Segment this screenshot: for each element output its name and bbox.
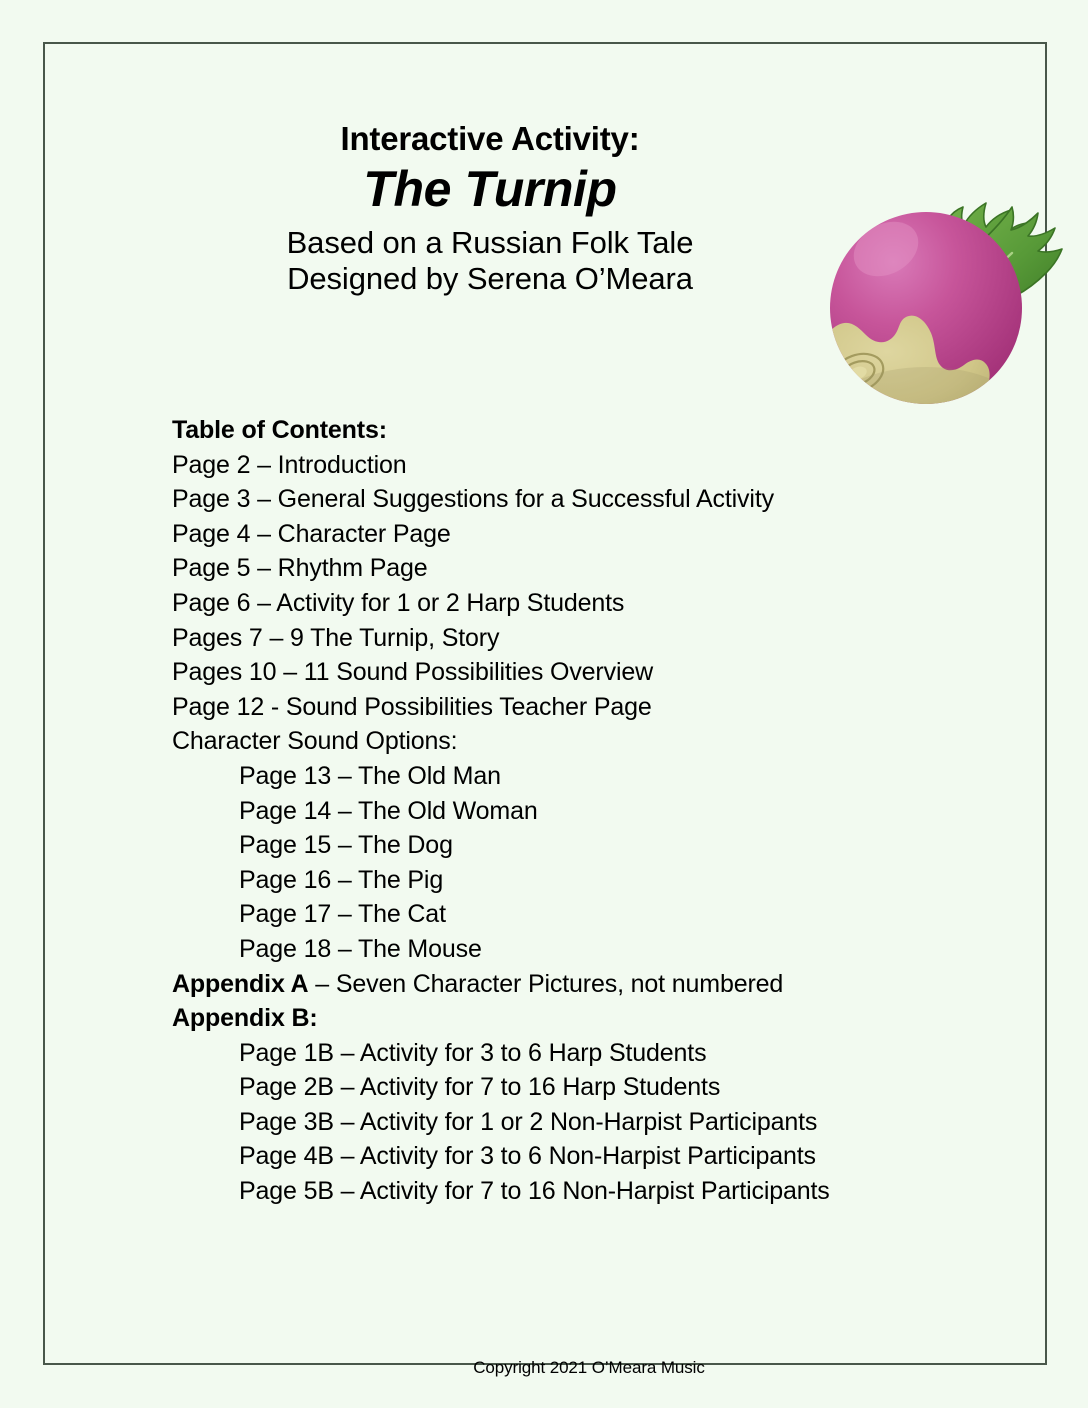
toc-entry: Page 3 – General Suggestions for a Successful Activity: [172, 485, 774, 514]
toc-entry: Page 18 – The Mouse: [239, 934, 482, 963]
appendix-a-description: – Seven Character Pictures, not numbered: [308, 969, 784, 998]
toc-entry: Page 14 – The Old Woman: [239, 796, 538, 825]
toc-entry: Pages 7 – 9 The Turnip, Story: [172, 623, 500, 652]
toc-entry: Page 6 – Activity for 1 or 2 Harp Students: [172, 588, 625, 617]
toc-entry: Page 4B – Activity for 3 to 6 Non-Harpist Participants: [239, 1142, 816, 1171]
toc-entry: Page 4 – Character Page: [172, 519, 451, 548]
subtitle-source: Based on a Russian Folk Tale: [286, 224, 694, 260]
page-title: The Turnip: [363, 160, 617, 217]
page-border-frame: [43, 42, 1047, 1377]
toc-entry: Page 15 – The Dog: [239, 831, 453, 860]
toc-entry: Page 5 – Rhythm Page: [172, 554, 428, 583]
toc-entry: Page 16 – The Pig: [239, 865, 444, 894]
toc-section-label-appendix-b: Appendix B:: [172, 1004, 318, 1033]
toc-entry: Page 2 – Introduction: [172, 450, 407, 479]
toc-heading: Table of Contents:: [172, 416, 387, 444]
document-header: [45, 44, 1045, 344]
toc-entry: Page 3B – Activity for 1 or 2 Non-Harpist Participants: [239, 1107, 818, 1136]
title-block: [125, 120, 855, 298]
table-of-contents: [172, 413, 1002, 1209]
copyright-footer: Copyright 2021 O’Meara Music: [473, 1358, 705, 1377]
turnip-illustration: [798, 145, 1068, 407]
appendix-a-label: Appendix A: [172, 969, 309, 998]
subtitle-author: Designed by Serena O’Meara: [287, 261, 693, 297]
toc-entry: Page 13 – The Old Man: [239, 761, 501, 790]
toc-entry: Page 5B – Activity for 7 to 16 Non-Harpist Participants: [239, 1177, 830, 1206]
toc-entry: Page 1B – Activity for 3 to 6 Harp Students: [239, 1038, 707, 1067]
toc-section-label-character-sound-options: Character Sound Options:: [172, 727, 458, 756]
toc-entry: Page 12 - Sound Possibilities Teacher Page: [172, 692, 652, 721]
page-title-kicker: Interactive Activity:: [340, 120, 640, 157]
toc-entry-appendix-a: [172, 967, 1002, 1002]
toc-entry: Page 2B – Activity for 7 to 16 Harp Students: [239, 1073, 721, 1102]
turnip-bulb: [818, 211, 1022, 407]
toc-entry: Pages 10 – 11 Sound Possibilities Overview: [172, 658, 654, 687]
toc-entry: Page 17 – The Cat: [239, 900, 446, 929]
